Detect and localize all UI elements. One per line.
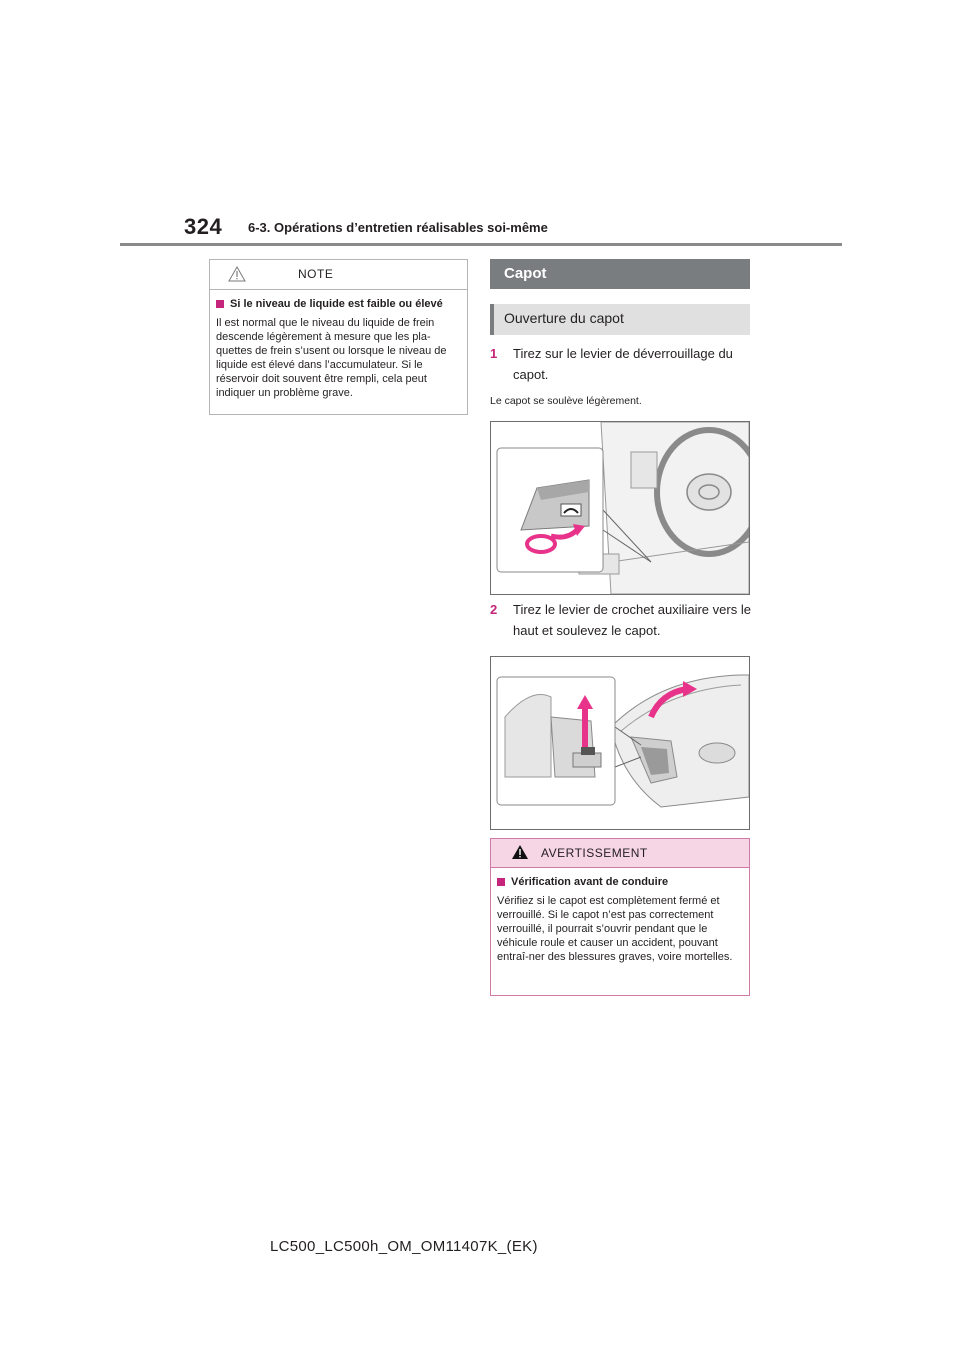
header-rule xyxy=(120,243,842,246)
step-2-number: 2 xyxy=(490,602,498,617)
page-number: 324 xyxy=(184,214,223,239)
bullet-square-icon xyxy=(216,300,224,308)
note-bullet-text: Si le niveau de liquide est faible ou élevé xyxy=(230,298,443,310)
warning-bullet-text: Vérification avant de conduire xyxy=(511,876,669,888)
step-2 xyxy=(490,599,752,643)
warning-paragraph: Vérifiez si le capot est complètement fermé et verrouillé. Si le capot n’est pas correctement verrouillé, il pourrait s’ouvrir pendant que le véhicule roule et causer un accident, pouvant entraî-ner des blessures graves, voire mortelles. xyxy=(497,895,733,963)
caution-icon xyxy=(228,266,246,282)
auxiliary-catch-figure xyxy=(490,656,750,830)
note-label: NOTE xyxy=(298,267,334,281)
document-code-footer: LC500_LC500h_OM_OM11407K_(EK) xyxy=(270,1238,538,1255)
note-box xyxy=(209,259,468,415)
auxiliary-catch-illustration xyxy=(491,657,749,829)
hood-release-figure xyxy=(490,421,750,595)
step-1 xyxy=(490,343,752,387)
warning-box xyxy=(490,838,750,996)
step-2-text: Tirez le levier de crochet auxiliaire vers le haut et soulevez le capot. xyxy=(513,602,751,638)
hood-release-illustration xyxy=(491,422,749,594)
warning-icon xyxy=(511,844,529,860)
note-header xyxy=(210,260,467,290)
subheading-ouverture xyxy=(490,304,750,335)
note-bullet-title xyxy=(216,298,461,310)
bullet-square-icon xyxy=(497,878,505,886)
heading-text: Capot xyxy=(504,265,547,282)
warning-bullet-title xyxy=(497,876,743,888)
step-1-text: Tirez sur le levier de déverrouillage du capot. xyxy=(513,346,733,382)
step-1-number: 1 xyxy=(490,346,498,361)
subheading-text: Ouverture du capot xyxy=(504,310,624,326)
warning-header xyxy=(491,839,749,868)
warning-label: AVERTISSEMENT xyxy=(541,846,648,860)
section-heading-capot xyxy=(490,259,750,289)
note-paragraph: Il est normal que le niveau du liquide de frein descende légèrement à mesure que les pla-quettes de frein s’usent ou lorsque le niveau de liquide est élevé dans l’accumulateur. Si le réservoir doit souvent être rempli, cela peut indiquer un problème grave. xyxy=(216,317,447,399)
section-title: 6-3. Opérations d’entretien réalisables soi-même xyxy=(248,220,548,235)
step-1-note: Le capot se soulève légèrement. xyxy=(490,395,642,407)
